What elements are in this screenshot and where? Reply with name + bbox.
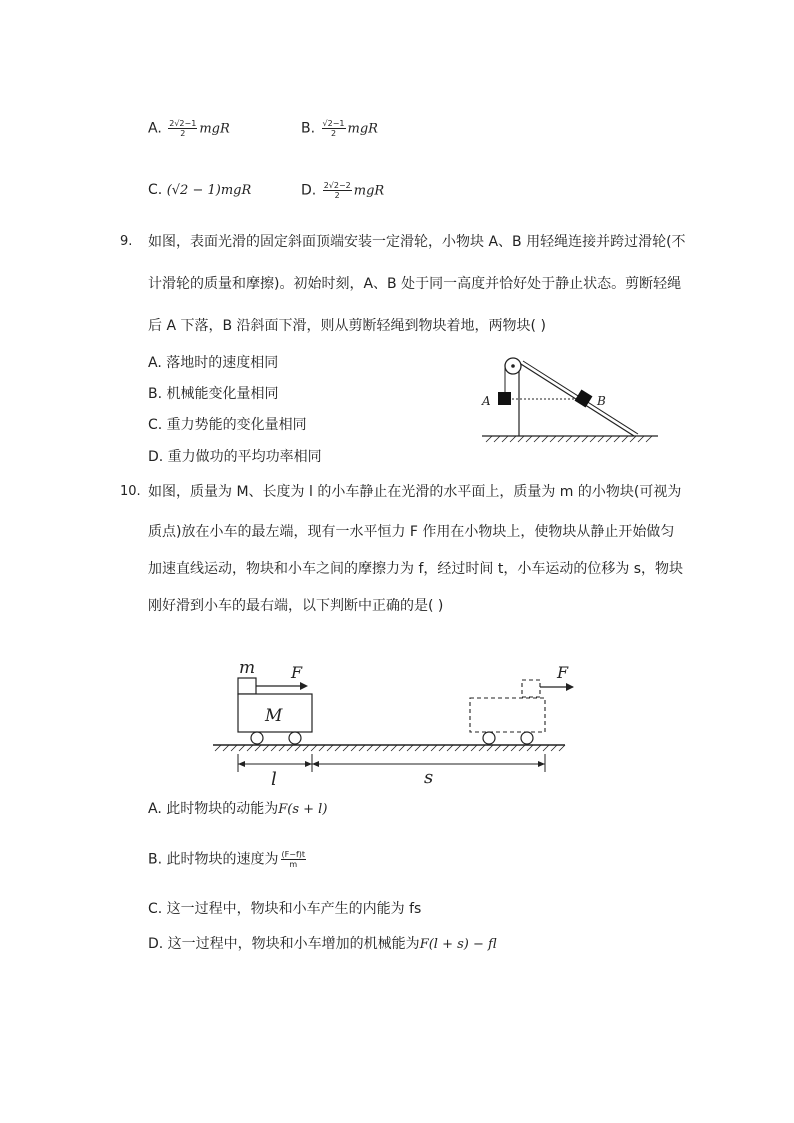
wheel-right-final [521,732,533,744]
q9-option-b: B. 机械能变化量相同 [148,386,279,402]
q10-option-a: A. 此时物块的动能为F(s + l) [148,801,328,817]
q10-line-2: 质点)放在小车的最左端，现有一水平恒力 F 作用在小物块上，使物块从静止开始做匀 [148,524,675,540]
q10-option-d: D. 这一过程中，物块和小车增加的机械能为F(l + s) − fl [148,936,497,952]
q8-option-c: C. (√2 − 1)mgR [148,182,252,198]
block-m-initial [238,678,256,694]
q10-line-4: 刚好滑到小车的最右端，以下判断中正确的是( ) [148,598,444,614]
block-m-final-dashed [522,680,540,697]
ground-hatch [486,436,652,442]
block-a [498,392,511,405]
q10-number: 10. [120,484,141,499]
force-arrowhead-2 [566,683,574,691]
dim-arrow-s-left [312,761,319,767]
cart-final-dashed [470,698,545,732]
q8-option-a: A. $\frac{2√2-1}{2}$ mgR [148,119,230,138]
q10-line-3: 加速直线运动，物块和小车之间的摩擦力为 f，经过时间 t，小车运动的位移为 s，物块 [148,561,684,577]
label-s: s [424,767,434,788]
dim-arrow-s-right [538,761,545,767]
q10-option-c: C. 这一过程中，物块和小车产生的内能为 fs [148,901,422,917]
q10-option-b: B. 此时物块的速度为 $\frac{(F-f)t}{m}$ [148,850,306,869]
force-arrowhead-1 [300,682,308,690]
ground-hatch [215,745,565,751]
dim-arrow-l-right [305,761,312,767]
label-f-1: F [291,663,303,682]
incline-pulley-figure [476,348,662,452]
q9-line-2: 计滑轮的质量和摩擦)。初始时刻，A、B 处于同一高度并恰好处于静止状态。剪断轻绳 [148,276,682,292]
cart-block-figure [205,650,575,790]
q8-a-fraction: $\frac{2√2-1}{2}$ [169,119,197,138]
wheel-right-initial [289,732,301,744]
q10-line-1: 如图，质量为 M、长度为 l 的小车静止在光滑的水平面上，质量为 m 的小物块(可视为 [148,484,682,500]
q9-option-c: C. 重力势能的变化量相同 [148,417,307,433]
label-m: m [239,658,256,678]
incline-surface [513,359,634,436]
label-a: A [482,394,491,408]
label-M: M [265,706,283,726]
block-b [575,390,593,408]
q9-line-3: 后 A 下落，B 沿斜面下滑，则从剪断轻绳到物块着地，两物块( ) [148,318,546,334]
wheel-left-initial [251,732,263,744]
label-l: l [271,769,277,790]
q9-line-1: 如图，表面光滑的固定斜面顶端安装一定滑轮，小物块 A、B 用轻绳连接并跨过滑轮(不 [148,234,686,250]
q8-option-b: B. $\frac{√2-1}{2}$ mgR [301,119,378,138]
wheel-left-final [483,732,495,744]
label-f-2: F [557,663,569,682]
pulley-axle [511,364,515,368]
q9-number: 9. [120,234,133,249]
q8-d-fraction: $\frac{2√2-2}{2}$ [323,181,351,200]
q8-b-fraction: $\frac{√2-1}{2}$ [322,119,345,138]
q10-b-fraction: $\frac{(F-f)t}{m}$ [281,850,306,869]
q8-option-d: D. $\frac{2√2-2}{2}$ mgR [301,181,385,200]
label-b: B [597,394,606,408]
q9-option-d: D. 重力做功的平均功率相同 [148,449,322,465]
q9-option-a: A. 落地时的速度相同 [148,355,279,371]
dim-arrow-l-left [238,761,245,767]
